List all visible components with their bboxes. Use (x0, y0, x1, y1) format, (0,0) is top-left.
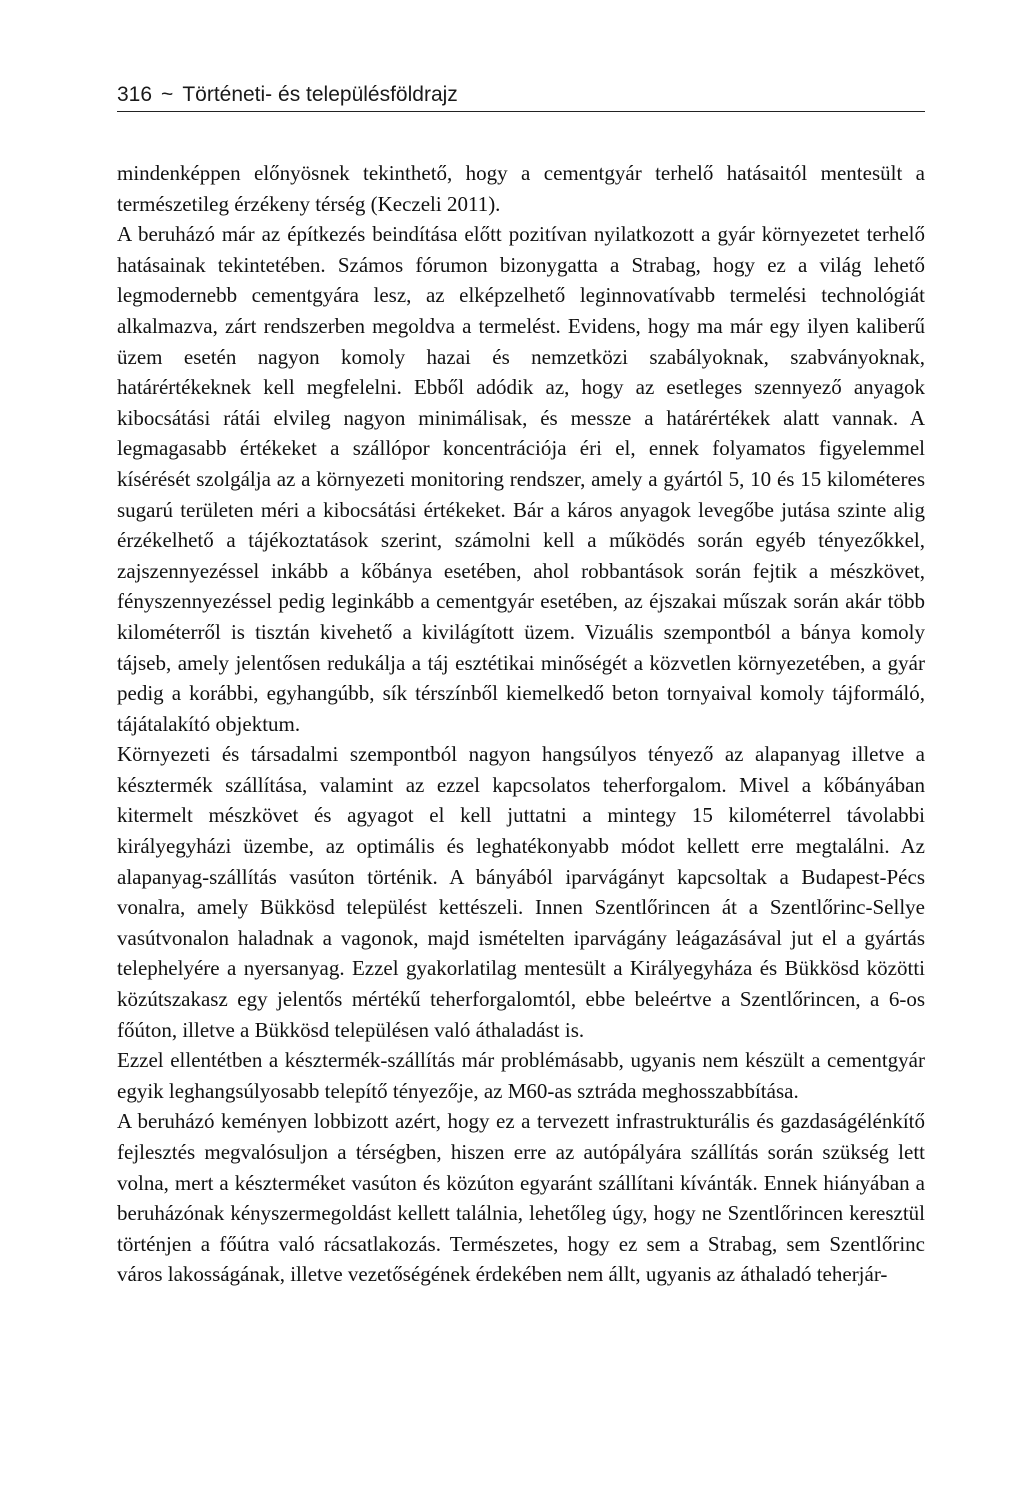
paragraph: Környezeti és társadalmi szempontból nagyon hangsúlyos tényező az alapanyag illetve a késztermék szállítása, valamint az ezzel kapcsolatos teherforgalom. Mivel a kőbányában kitermelt mészkövet és agyagot el kell juttatni a mintegy 15 kilométerrel távolabbi királyegyházi üzembe, az optimális és leghatékonyabb módot kellett erre megtalálni. Az alapanyag-szállítás vasúton történik. A bányából iparvágányt kapcsoltak a Budapest-Pécs vonalra, amely Bükkösd települést kettészeli. Innen Szentlőrincen át a Szentlőrinc-Sellye vasútvonalon haladnak a vagonok, majd ismételten iparvágány leágazásával jut el a gyártás telephelyére a nyersanyag. Ezzel gyakorlatilag mentesült a Királyegyháza és Bükkösd közötti közútszakasz egy jelentős mértékű teherforgalomtól, ebbe beleértve a Szentlőrincen, a 6-os főúton, illetve a Bükkösd településen való áthaladást is. (117, 742, 925, 1042)
book-page (117, 74, 925, 1290)
body-text (117, 158, 925, 1290)
paragraph: A beruházó keményen lobbizott azért, hogy ez a tervezett infrastrukturális és gazdaságélénkítő fejlesztés megvalósuljon a térségben, hiszen erre az autópályára szállítás során szükség lett volna, mert a készterméket vasúton és közúton egyaránt szállítani kívánták. Ennek hiányában a beruházónak kényszermegoldást kellett találnia, lehetőleg úgy, hogy ne Szentlőrincen keresztül történjen a főútra való rácsatlakozás. Természetes, hogy ez sem a Strabag, sem Szentlőrinc város lakosságának, illetve vezetőségének érdekében nem állt, ugyanis az áthaladó teherjár- (117, 1109, 925, 1287)
running-title: Történeti- és településföldrajz (182, 83, 458, 106)
paragraph-continuation: mindenképpen előnyösnek tekinthető, hogy a cementgyár terhelő hatásaitól mentesült a természetileg érzékeny térség (Keczeli 2011). (117, 161, 925, 216)
paragraph: A beruházó már az építkezés beindítása előtt pozitívan nyilatkozott a gyár környezetet terhelő hatásainak tekintetében. Számos fórumon bizonygatta a Strabag, hogy ez a világ lehető legmodernebb cementgyára lesz, az elképzelhető leginnovatívabb termelési technológiát alkalmazva, zárt rendszerben megoldva a termelést. Evidens, hogy ma már egy ilyen kaliberű üzem esetén nagyon komoly hazai és nemzetközi szabályoknak, szabványoknak, határértékeknek kell megfelelni. Ebből adódik az, hogy az esetleges szennyező anyagok kibocsátási rátái elvileg nagyon minimálisak, és messze a határértékek alatt vannak. A legmagasabb értékeket a szállópor koncentrációja éri el, ennek folyamatos figyelemmel kísérését szolgálja az a környezeti monitoring rendszer, amely a gyártól 5, 10 és 15 kilométeres sugarú területen méri a kibocsátási értékeket. Bár a káros anyagok levegőbe jutása szinte alig érzékelhető a tájékoztatások szerint, számolni kell a működés során egyéb tényezőkkel, zajszennyezéssel inkább a kőbánya esetében, ahol robbantások során fejtik a mészkövet, fényszennyezéssel pedig leginkább a cementgyár esetében, az éjszakai műszak során akár több kilométerről is tisztán kivehető a kivilágított üzem. Vizuális szempontból a bánya komoly tájseb, amely jelentősen redukálja a táj esztétikai minőségét a közvetlen környezetében, a gyár pedig a korábbi, egyhangúbb, sík térszínből kiemelkedő beton tornyaival komoly tájformáló, tájátalakító objektum. (117, 222, 925, 736)
page-number: 316 (117, 83, 153, 106)
header-separator: ~ (161, 83, 174, 106)
paragraph: Ezzel ellentétben a késztermék-szállítás már problémásabb, ugyanis nem készült a cementgyár egyik leghangsúlyosabb telepítő tényezője, az M60-as sztráda meghosszabbítása. (117, 1048, 925, 1103)
running-header (117, 74, 925, 112)
